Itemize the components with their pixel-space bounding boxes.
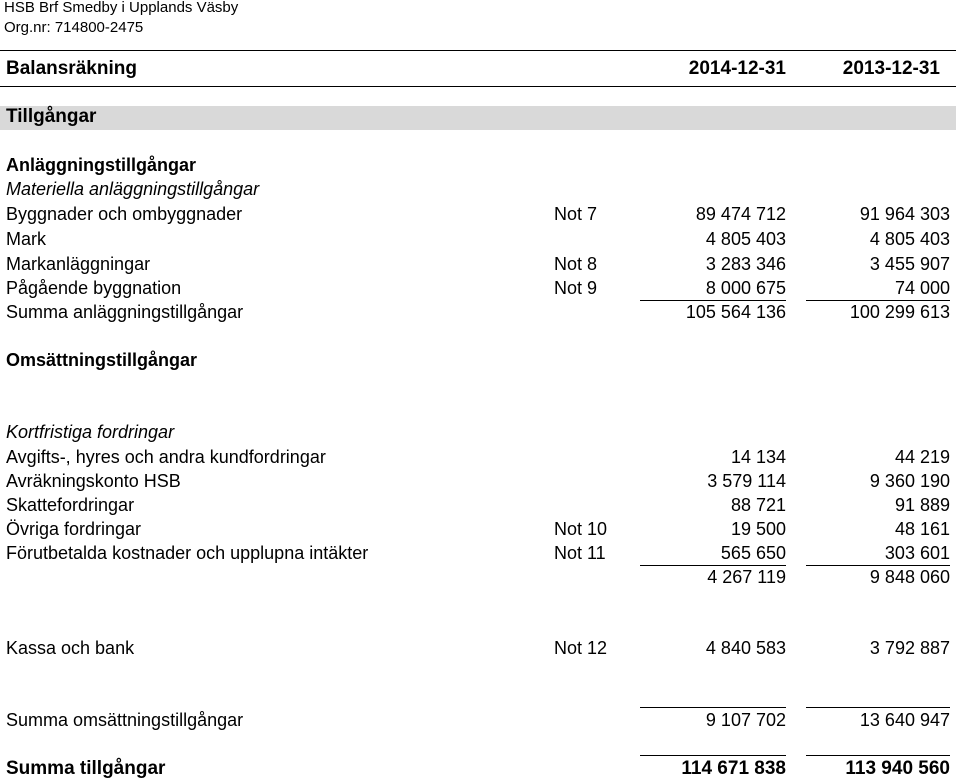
section-bar [0, 106, 956, 130]
total-line-2014 [640, 755, 786, 756]
row-label: Markanläggningar [6, 254, 151, 274]
sum-value-2014: 9 107 702 [705, 710, 786, 730]
row-label: Övriga fordringar [6, 519, 142, 539]
row-value-2013: 303 601 [884, 543, 950, 563]
org-name: HSB Brf Smedby i Upplands Väsby [4, 0, 239, 16]
row-value-2013: 44 219 [894, 447, 950, 467]
subtotal-line-2014 [640, 565, 786, 566]
subtotal-value-2013: 9 848 060 [869, 567, 950, 587]
subtotal-line-2013 [806, 565, 950, 566]
current-assets-heading: Omsättningstillgångar [6, 350, 198, 370]
row-note: Not 7 [554, 204, 598, 224]
sum-value-2014: 105 564 136 [685, 302, 786, 322]
current-assets-subheading: Kortfristiga fordringar [6, 422, 175, 442]
fixed-assets-subheading: Materiella anläggningstillgångar [6, 179, 260, 199]
row-note: Not 9 [554, 278, 598, 298]
row-value-2014: 3 283 346 [705, 254, 786, 274]
top-divider [0, 50, 956, 51]
total-line-2013 [806, 755, 950, 756]
current-sum-line-2014 [640, 707, 786, 708]
row-value-2014: 8 000 675 [705, 278, 786, 298]
row-value-2013: 91 964 303 [859, 204, 950, 224]
sum-value-2013: 100 299 613 [849, 302, 950, 322]
sum-label: Summa omsättningstillgångar [6, 710, 244, 730]
row-value-2013: 48 161 [894, 519, 950, 539]
row-label: Avgifts-, hyres och andra kundfordringar [6, 447, 326, 467]
row-value-2014: 4 840 583 [705, 638, 786, 658]
fixed-assets-heading: Anläggningstillgångar [6, 155, 197, 175]
row-value-2014: 14 134 [730, 447, 786, 467]
row-value-2013: 91 889 [894, 495, 950, 515]
sum-line-2013 [806, 300, 950, 301]
row-value-2013: 3 792 887 [869, 638, 950, 658]
total-label: Summa tillgångar [6, 758, 166, 779]
row-label: Skattefordringar [6, 495, 135, 515]
org-number: Org.nr: 714800-2475 [4, 19, 144, 36]
row-label: Kassa och bank [6, 638, 135, 658]
col-header-2014: 2014-12-31 [688, 58, 786, 79]
total-value-2013: 113 940 560 [845, 758, 950, 779]
row-value-2014: 565 650 [720, 543, 786, 563]
row-note: Not 11 [554, 543, 606, 563]
row-note: Not 10 [554, 519, 608, 539]
row-value-2014: 4 805 403 [705, 229, 786, 249]
row-label: Mark [6, 229, 46, 249]
total-value-2014: 114 671 838 [681, 758, 786, 779]
row-label: Avräkningskonto HSB [6, 471, 181, 491]
sum-label: Summa anläggningstillgångar [6, 302, 244, 322]
title-divider [0, 86, 956, 87]
row-value-2013: 9 360 190 [869, 471, 950, 491]
row-value-2013: 74 000 [894, 278, 950, 298]
row-label: Pågående byggnation [6, 278, 182, 298]
row-label: Förutbetalda kostnader och upplupna intäkter [6, 543, 369, 563]
row-value-2014: 88 721 [730, 495, 786, 515]
sum-line-2014 [640, 300, 786, 301]
subtotal-value-2014: 4 267 119 [707, 567, 786, 587]
col-header-2013: 2013-12-31 [842, 58, 940, 79]
row-note: Not 12 [554, 638, 608, 658]
page-title: Balansräkning [6, 58, 137, 79]
row-value-2013: 3 455 907 [869, 254, 950, 274]
row-value-2014: 19 500 [730, 519, 786, 539]
row-label: Byggnader och ombyggnader [6, 204, 243, 224]
row-value-2014: 89 474 712 [695, 204, 786, 224]
current-sum-line-2013 [806, 707, 950, 708]
row-value-2013: 4 805 403 [869, 229, 950, 249]
row-value-2014: 3 579 114 [707, 471, 786, 491]
sum-value-2013: 13 640 947 [859, 710, 950, 730]
row-note: Not 8 [554, 254, 598, 274]
section-heading: Tillgångar [6, 106, 97, 127]
